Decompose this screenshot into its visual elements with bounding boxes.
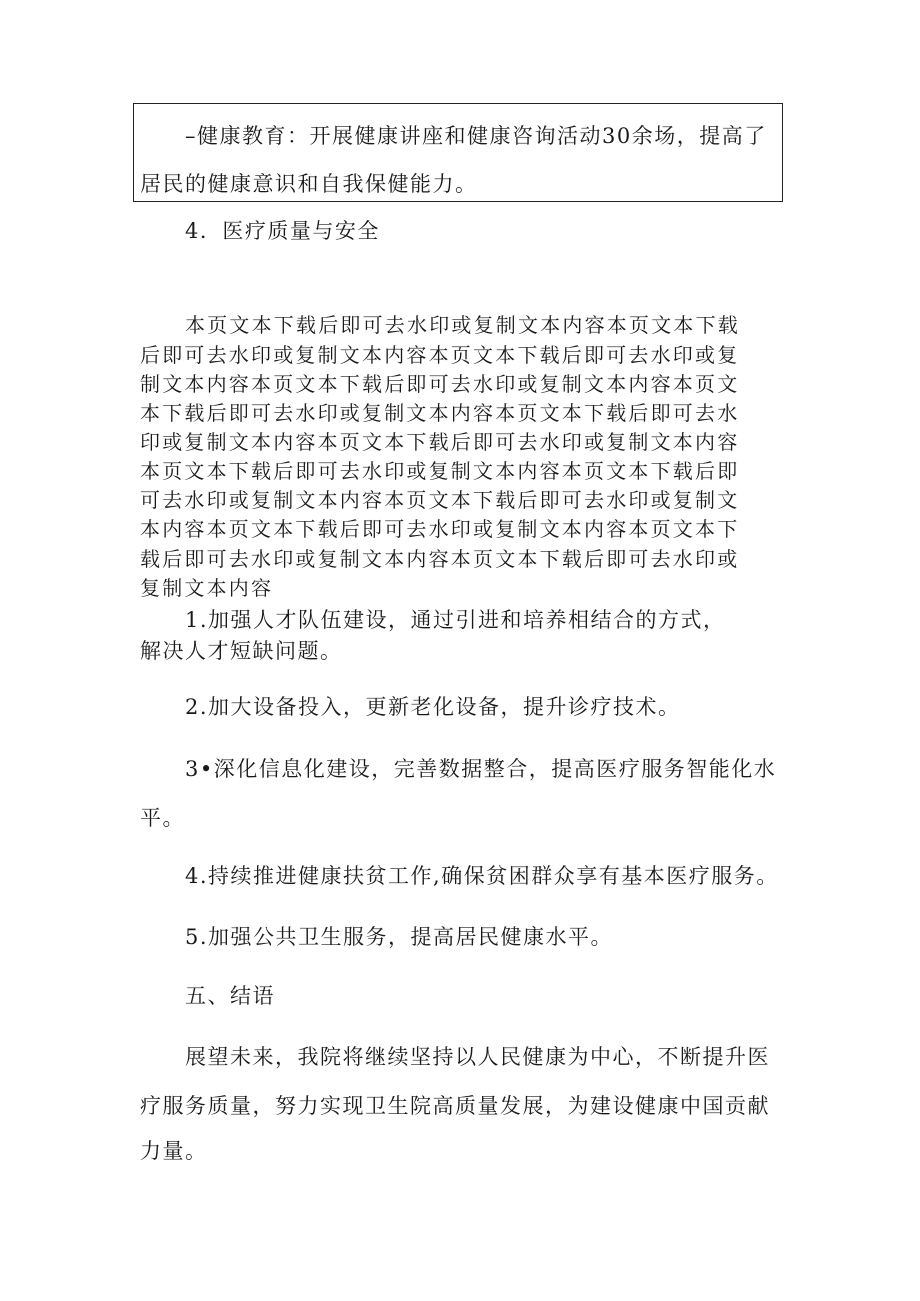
watermark-line: 可去水印或复制文本内容本页文本下载后即可去水印或复制文 bbox=[140, 488, 740, 512]
watermark-line: 本内容本页文本下载后即可去水印或复制文本内容本页文本下 bbox=[140, 517, 740, 541]
measure-item-2: 2.加大设备投入，更新老化设备，提升诊疗技术。 bbox=[185, 695, 681, 719]
measure-item-1-line-1: 1.加强人才队伍建设，通过引进和培养相结合的方式， bbox=[185, 608, 726, 632]
measure-item-1-line-2: 解决人才短缺问题。 bbox=[140, 639, 343, 663]
watermark-line: 载后即可去水印或复制文本内容本页文本下载后即可去水印或 bbox=[140, 547, 740, 571]
measure-item-3-line-1: 3•深化信息化建设，完善数据整合，提高医疗服务智能化水 bbox=[185, 757, 777, 781]
conclusion-line-1: 展望未来，我院将继续坚持以人民健康为中心，不断提升医 bbox=[185, 1045, 770, 1069]
watermark-line: 印或复制文本内容本页文本下载后即可去水印或复制文本内容 bbox=[140, 430, 740, 454]
conclusion-heading: 五、结语 bbox=[185, 984, 275, 1008]
watermark-line: 本下载后即可去水印或复制文本内容本页文本下载后即可去水 bbox=[140, 401, 740, 425]
measure-item-5: 5.加强公共卫生服务，提高居民健康水平。 bbox=[185, 925, 614, 949]
boxed-paragraph-line-1: –健康教育：开展健康讲座和健康咨询活动30余场，提高了 bbox=[185, 124, 767, 148]
watermark-line: 本页文本下载后即可去水印或复制文本内容本页文本下载 bbox=[185, 313, 740, 337]
watermark-line: 复制文本内容 bbox=[140, 576, 274, 600]
section-heading: 4．医疗质量与安全 bbox=[185, 219, 380, 243]
conclusion-line-3: 力量。 bbox=[140, 1139, 208, 1163]
watermark-line: 本页文本下载后即可去水印或复制文本内容本页文本下载后即 bbox=[140, 459, 740, 483]
conclusion-line-2: 疗服务质量，努力实现卫生院高质量发展，为建设健康中国贡献 bbox=[140, 1094, 770, 1118]
watermark-line: 后即可去水印或复制文本内容本页文本下载后即可去水印或复 bbox=[140, 343, 740, 367]
measure-item-3-line-2: 平。 bbox=[140, 806, 185, 830]
boxed-paragraph-line-2: 居民的健康意识和自我保健能力。 bbox=[140, 172, 478, 196]
measure-item-4: 4.持续推进健康扶贫工作,确保贫困群众享有基本医疗服务。 bbox=[185, 864, 779, 888]
watermark-line: 制文本内容本页文本下载后即可去水印或复制文本内容本页文 bbox=[140, 372, 740, 396]
